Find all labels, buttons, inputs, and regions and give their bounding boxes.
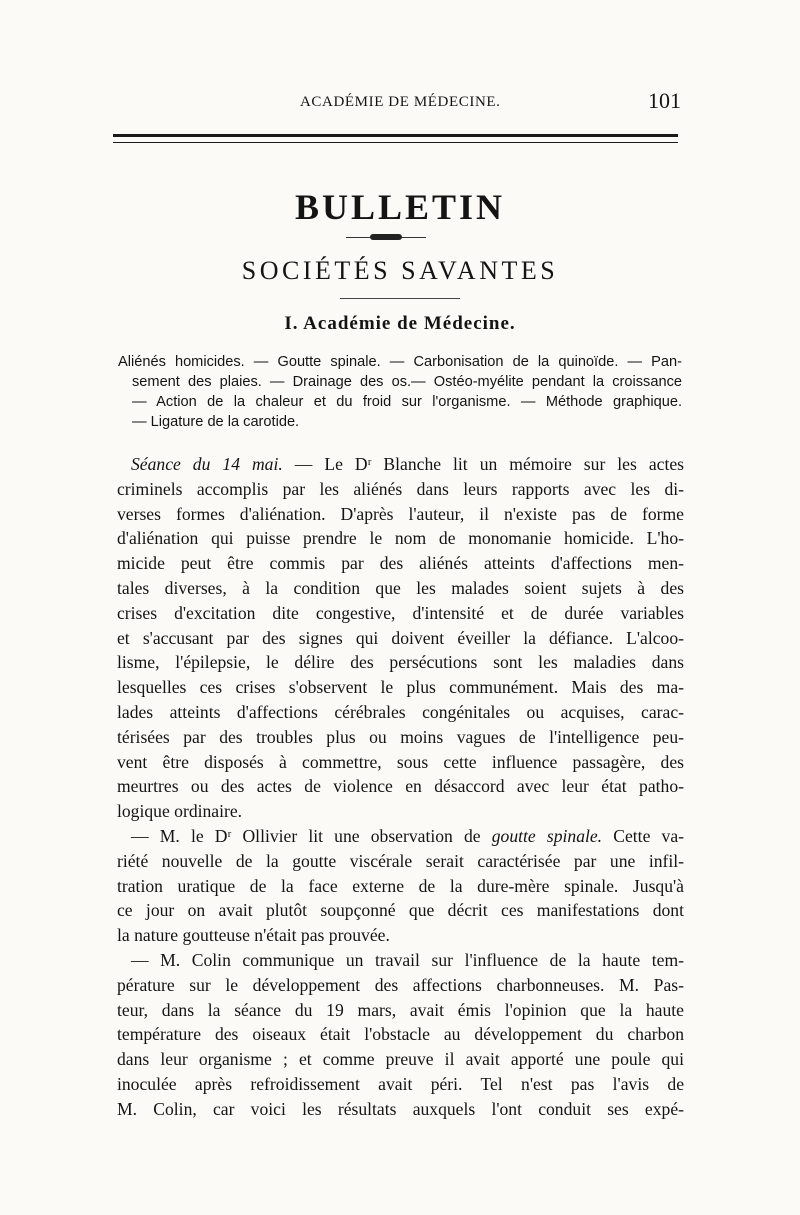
section-heading: I. Académie de Médecine.	[284, 313, 516, 334]
seance-label: Séance du 14 mai.	[131, 454, 283, 474]
body-line: — M. Colin communique un travail sur l'influence de la haute tem-	[131, 949, 684, 970]
summary-line: — Action de la chaleur et du froid sur l'organisme. — Méthode graphique.	[132, 394, 682, 410]
session-summary	[118, 352, 682, 432]
running-head	[115, 88, 685, 116]
ollivier-text: — M. le Dʳ Ollivier lit une observation de	[131, 825, 492, 846]
body-line: — Le Dʳ Blanche lit un mémoire sur les actes	[282, 454, 684, 474]
body-line: lisme, l'épilepsie, le délire des persécutions sont les maladies dans	[117, 652, 684, 673]
header-rule-thin	[113, 142, 678, 143]
body-line: ce jour on avait plutôt soupçonné que décrit ces manifestations dont	[117, 900, 684, 921]
body-line: dans leur organisme ; et comme preuve il avait apporté une poule qui	[117, 1049, 684, 1070]
body-line: micide peut être commis par des aliénés atteints d'affections men-	[117, 553, 684, 574]
body-line: la nature goutteuse n'était pas prouvée.	[117, 925, 390, 946]
bulletin-title: BULLETIN	[294, 187, 506, 227]
summary-line: sement des plaies. — Drainage des os.— Ostéo-myélite pendant la croissance	[132, 374, 682, 390]
body-line: pérature sur le développement des affections charbonneuses. M. Pas-	[117, 974, 684, 995]
body-line: lesquelles ces crises s'observent le plus communément. Mais des ma-	[117, 677, 684, 698]
body-line: teur, dans la séance du 19 mars, avait émis l'opinion que la haute	[117, 999, 684, 1020]
body-line: M. Colin, car voici les résultats auxquels l'ont conduit ses expé-	[117, 1098, 684, 1119]
body-line: d'aliénation qui puisse prendre le nom de monomanie homicide. L'ho-	[117, 528, 684, 549]
body-line-first	[117, 452, 684, 477]
body-line: température des oiseaux était l'obstacle au développement du charbon	[117, 1024, 684, 1045]
body-line: logique ordinaire.	[117, 801, 243, 822]
body-line: meurtres ou des actes de violence en désaccord avec leur état patho-	[117, 776, 684, 797]
page-number: 101	[648, 88, 681, 113]
header-rule-thick	[113, 134, 678, 137]
summary-line: Aliénés homicides. — Goutte spinale. — Carbonisation de la quinoïde. — Pan-	[118, 354, 682, 370]
body-line: térisées par des troubles plus ou moins vagues de l'intelligence peu-	[117, 726, 684, 747]
body-line: tales diverses, à la condition que les malades soient sujets à des	[117, 577, 684, 598]
summary-line: — Ligature de la carotide.	[132, 414, 300, 430]
ollivier-text: Cette va-	[602, 825, 684, 846]
ollivier-first-line	[117, 824, 684, 849]
body-line: lades atteints d'affections cérébrales congénitales ou acquises, carac-	[117, 701, 684, 722]
body-line: vent être disposés à commettre, sous cette influence passagère, des	[117, 751, 684, 772]
body-line: verses formes d'aliénation. D'après l'auteur, il n'existe pas de forme	[117, 503, 684, 524]
body-line: tration uratique de la face externe de la dure-mère spinale. Jusqu'à	[117, 875, 684, 896]
subtitle-rule	[340, 298, 460, 299]
running-title: ACADÉMIE DE MÉDECINE.	[300, 94, 501, 110]
body-line: criminels accomplis par les aliénés dans leurs rapports avec les di-	[117, 478, 684, 499]
title-ornament	[346, 236, 426, 240]
subtitle: SOCIÉTÉS SAVANTES	[241, 256, 559, 285]
ollivier-italic: goutte spinale.	[491, 825, 603, 846]
body-line: crises d'excitation dite congestive, d'intensité et de durée variables	[117, 602, 684, 623]
body-text	[117, 452, 684, 1122]
body-line: et s'accusant par des signes qui doivent éveiller la défiance. L'alcoo-	[117, 627, 684, 648]
body-line: inoculée après refroidissement avait péri. Tel n'est pas l'avis de	[117, 1073, 684, 1094]
body-line: riété nouvelle de la goutte viscérale serait caractérisée par une infil-	[117, 850, 684, 871]
